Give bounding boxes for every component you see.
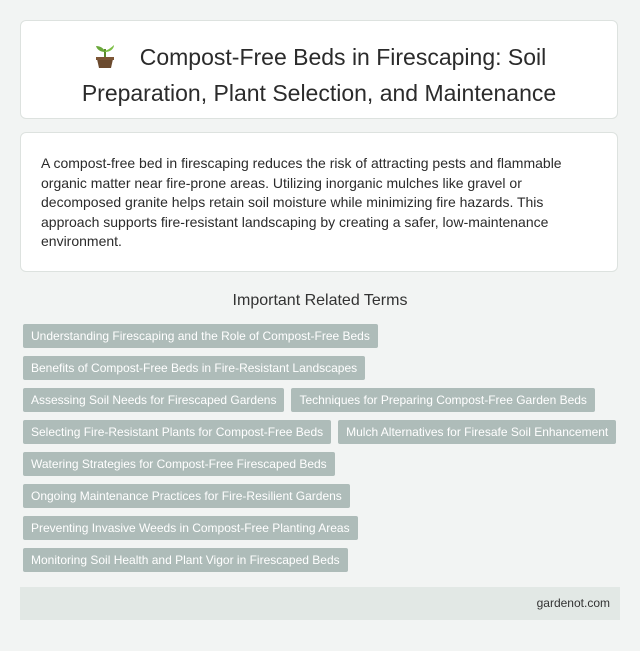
related-term-tag[interactable]: Mulch Alternatives for Firesafe Soil Enhancement bbox=[338, 420, 616, 444]
title-card bbox=[20, 20, 618, 119]
related-term-tag[interactable]: Techniques for Preparing Compost-Free Garden Beds bbox=[291, 388, 594, 412]
page-title-text: Compost-Free Beds in Firescaping: Soil Preparation, Plant Selection, and Maintenance bbox=[81, 44, 557, 106]
related-term-tag[interactable]: Understanding Firescaping and the Role of Compost-Free Beds bbox=[23, 324, 378, 348]
related-terms-list bbox=[23, 324, 623, 580]
related-term-tag[interactable]: Monitoring Soil Health and Plant Vigor in Firescaped Beds bbox=[23, 548, 348, 572]
related-term-tag[interactable]: Watering Strategies for Compost-Free Firescaped Beds bbox=[23, 452, 335, 476]
sprout-icon bbox=[92, 43, 118, 77]
related-term-tag[interactable]: Assessing Soil Needs for Firescaped Gardens bbox=[23, 388, 284, 412]
related-term-tag[interactable]: Benefits of Compost-Free Beds in Fire-Resistant Landscapes bbox=[23, 356, 365, 380]
footer-site-link[interactable]: gardenot.com bbox=[536, 596, 610, 610]
related-term-tag[interactable]: Ongoing Maintenance Practices for Fire-Resilient Gardens bbox=[23, 484, 350, 508]
related-term-tag[interactable]: Selecting Fire-Resistant Plants for Compost-Free Beds bbox=[23, 420, 331, 444]
related-terms-heading: Important Related Terms bbox=[232, 292, 408, 309]
description-text: A compost-free bed in firescaping reduces the risk of attracting pests and flammable organic matter near fire-prone areas. Utilizing inorganic mulches like gravel or decomposed granite helps retain soil moisture while minimizing fire hazards. This approach supports fire-resistant landscaping by creating a safer, low-maintenance environment. bbox=[41, 155, 562, 250]
footer bbox=[20, 587, 620, 620]
related-term-tag[interactable]: Preventing Invasive Weeds in Compost-Free Planting Areas bbox=[23, 516, 358, 540]
description-card bbox=[20, 132, 618, 272]
page-title bbox=[21, 21, 617, 109]
